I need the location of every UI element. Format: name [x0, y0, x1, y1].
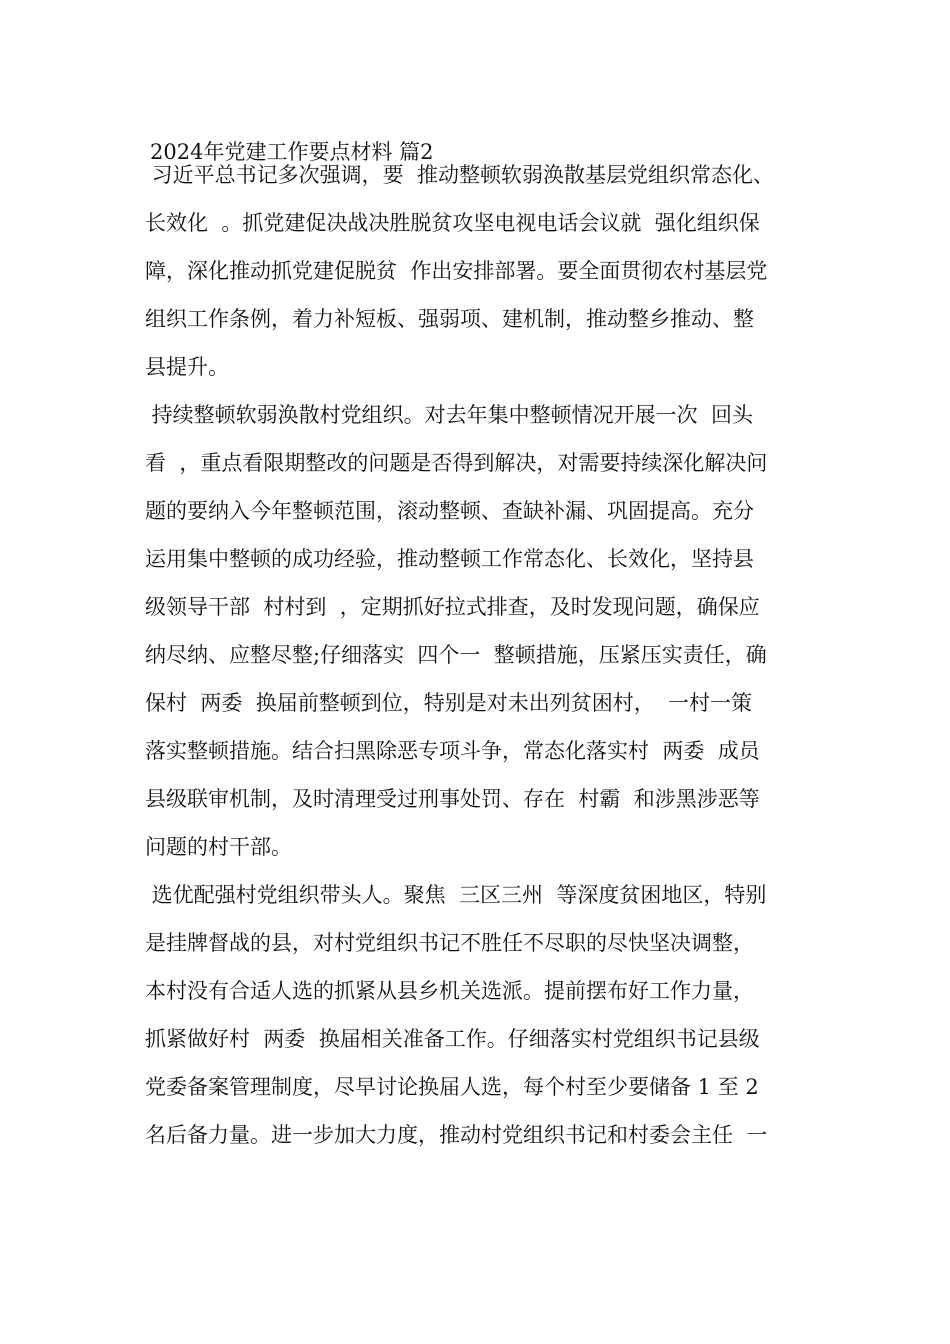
paragraph-2-line-9: 县级联审机制，及时清理受过刑事处罚、存在 村霸 和涉黑涉恶等: [145, 787, 760, 811]
paragraph-2-line-7: 保村 两委 换届前整顿到位，特别是对未出列贫困村， 一村一策: [145, 691, 753, 715]
paragraph-2-line-10: 问题的村干部。: [145, 835, 292, 859]
paragraph-1-line-4: 组织工作条例，着力补短板、强弱项、建机制，推动整乡推动、整: [145, 307, 754, 331]
paragraph-3-line-5: 党委备案管理制度，尽早讨论换届人选，每个村至少要储备 1 至 2: [145, 1075, 759, 1099]
paragraph-2-line-4: 运用集中整顿的成功经验，推动整顿工作常态化、长效化，坚持县: [145, 547, 754, 571]
paragraph-3-line-6: 名后备力量。进一步加大力度，推动村党组织书记和村委会主任 一: [145, 1123, 768, 1147]
paragraph-2-line-1: 持续整顿软弱涣散村党组织。对去年集中整顿情况开展一次 回头: [145, 403, 754, 427]
paragraph-1-line-3: 障，深化推动抓党建促脱贫 作出安排部署。要全面贯彻农村基层党: [145, 259, 768, 283]
paragraph-2-line-2: 看 ，重点看限期整改的问题是否得到解决，对需要持续深化解决问: [145, 451, 768, 475]
paragraph-1-line-1: 习近平总书记多次强调，要 推动整顿软弱涣散基层党组织常态化、: [145, 163, 775, 187]
paragraph-2-line-6: 纳尽纳、应整尽整;仔细落实 四个一 整顿措施，压紧压实责任，确: [145, 643, 767, 667]
paragraph-1-line-5: 县提升。: [145, 355, 229, 379]
paragraph-3-line-4: 抓紧做好村 两委 换届相关准备工作。仔细落实村党组织书记县级: [145, 1027, 760, 1051]
document-title: 2024年党建工作要点材料 篇2: [150, 140, 434, 164]
paragraph-2-line-3: 题的要纳入今年整顿范围，滚动整顿、查缺补漏、巩固提高。充分: [145, 499, 754, 523]
paragraph-3-line-1: 选优配强村党组织带头人。聚焦 三区三州 等深度贫困地区，特别: [145, 883, 767, 907]
paragraph-1-line-2: 长效化 。抓党建促决战决胜脱贫攻坚电视电话会议就 强化组织保: [145, 211, 760, 235]
paragraph-2-line-8: 落实整顿措施。结合扫黑除恶专项斗争，常态化落实村 两委 成员: [145, 739, 760, 763]
paragraph-2-line-5: 级领导干部 村村到 ，定期抓好拉式排查，及时发现问题，确保应: [145, 595, 760, 619]
paragraph-3-line-2: 是挂牌督战的县，对村党组织书记不胜任不尽职的尽快坚决调整，: [145, 931, 754, 955]
paragraph-3-line-3: 本村没有合适人选的抓紧从县乡机关选派。提前摆布好工作力量，: [145, 979, 754, 1003]
